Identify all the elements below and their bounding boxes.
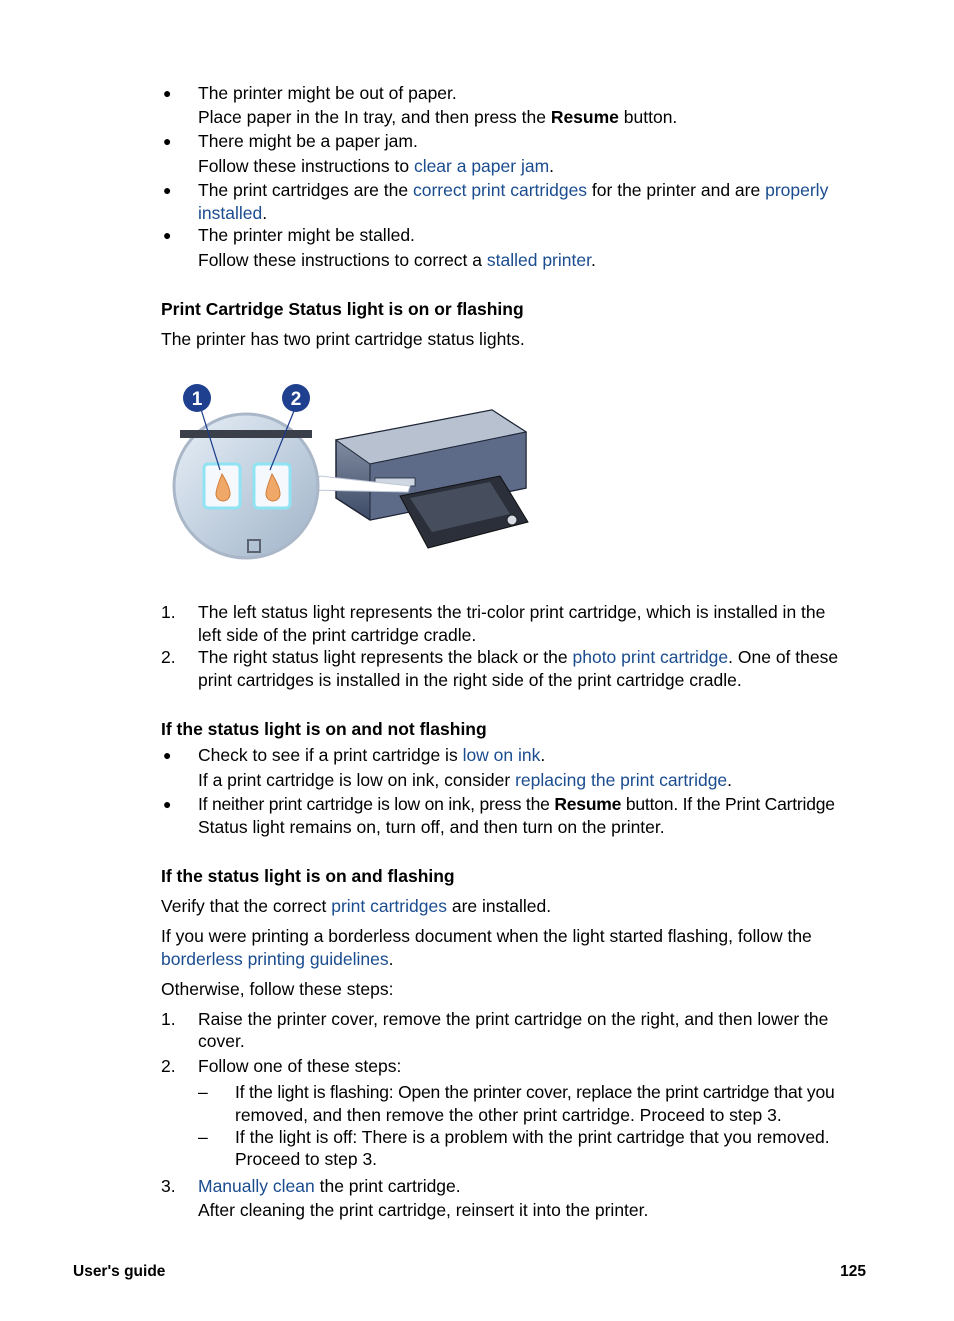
resume-label: Resume — [554, 794, 622, 814]
dash-marker: – — [198, 1082, 208, 1102]
list-item-cont: installed. — [198, 203, 268, 223]
sub-list-item: If the light is flashing: Open the printer cover, replace the print cartridge that you — [235, 1082, 835, 1102]
list-item: Check to see if a print cartridge is low on ink. — [198, 745, 546, 765]
paragraph: Verify that the correct print cartridges are installed. — [161, 896, 552, 916]
list-item: The print cartridges are the correct print cartridges for the printer and are properly — [198, 180, 829, 200]
callout-2-label: 2 — [290, 389, 302, 410]
page-number: 125 — [840, 1263, 866, 1280]
list-item: There might be a paper jam. — [198, 131, 418, 151]
properly-installed-link[interactable]: installed — [198, 203, 263, 223]
printer-status-lights-illustration — [170, 380, 532, 564]
bullet: ● — [163, 133, 172, 149]
list-number: 1. — [161, 1009, 176, 1029]
sub-list-item-cont: removed, and then remove the other print cartridge. Proceed to step 3. — [235, 1105, 782, 1125]
list-item: The left status light represents the tri-color print cartridge, which is installed in the — [198, 602, 826, 622]
sub-list-item-cont: Proceed to step 3. — [235, 1149, 378, 1169]
list-item: The printer might be out of paper. — [198, 83, 457, 103]
list-item-cont: print cartridges is installed in the right side of the print cartridge cradle. — [198, 670, 742, 690]
list-item-detail: Follow these instructions to correct a stalled printer. — [198, 250, 596, 270]
low-on-ink-link[interactable]: low on ink — [462, 745, 541, 765]
list-item-cont: Status light remains on, turn off, and then turn on the printer. — [198, 817, 665, 837]
list-item: Manually clean the print cartridge. — [198, 1176, 461, 1196]
replacing-print-cartridge-link[interactable]: replacing the print cartridge — [515, 770, 728, 790]
borderless-printing-guidelines-link[interactable]: borderless printing guidelines — [161, 949, 389, 969]
list-item: The printer might be stalled. — [198, 225, 415, 245]
resume-label: Resume — [550, 107, 619, 127]
list-number: 1. — [161, 602, 176, 622]
section-heading: If the status light is on and flashing — [161, 866, 455, 886]
footer-title: User's guide — [73, 1263, 166, 1280]
bullet: ● — [163, 747, 172, 763]
printer-icon — [336, 410, 528, 548]
list-number: 2. — [161, 647, 176, 667]
bullet: ● — [163, 227, 172, 243]
stalled-printer-link[interactable]: stalled printer — [486, 250, 591, 270]
sub-list-item: If the light is off: There is a problem with the print cartridge that you removed. — [235, 1127, 830, 1147]
callout-1-label: 1 — [191, 389, 203, 410]
section-heading: If the status light is on and not flashing — [161, 719, 487, 739]
list-item: If neither print cartridge is low on ink, press the Resume button. If the Print Cartridge — [198, 794, 835, 814]
list-item-cont: cover. — [198, 1031, 245, 1051]
bullet: ● — [163, 182, 172, 198]
list-item-cont: After cleaning the print cartridge, reinsert it into the printer. — [198, 1200, 649, 1220]
clear-paper-jam-link[interactable]: clear a paper jam — [413, 156, 550, 176]
properly-installed-link[interactable]: properly — [765, 180, 829, 200]
paragraph-cont: borderless printing guidelines. — [161, 949, 394, 969]
list-item-cont: left side of the print cartridge cradle. — [198, 625, 477, 645]
list-item: Raise the printer cover, remove the print cartridge on the right, and then lower the — [198, 1009, 829, 1029]
list-item-detail: Place paper in the In tray, and then press the Resume button. — [198, 107, 678, 127]
correct-print-cartridges-link[interactable]: correct print cartridges — [412, 180, 588, 200]
photo-print-cartridge-link[interactable]: photo print cartridge — [572, 647, 729, 667]
list-number: 2. — [161, 1056, 176, 1076]
paragraph: Otherwise, follow these steps: — [161, 979, 394, 999]
list-item: Follow one of these steps: — [198, 1056, 402, 1076]
paragraph: If you were printing a borderless document when the light started flashing, follow the — [161, 926, 812, 946]
zoom-circle — [174, 414, 318, 558]
bullet: ● — [163, 796, 172, 812]
list-item-detail: If a print cartridge is low on ink, consider replacing the print cartridge. — [198, 770, 733, 790]
dash-marker: – — [198, 1127, 208, 1147]
list-item-detail: Follow these instructions to clear a paper jam. — [198, 156, 555, 176]
print-cartridges-link[interactable]: print cartridges — [331, 896, 447, 916]
paragraph: The printer has two print cartridge status lights. — [161, 329, 525, 349]
list-item: The right status light represents the black or the photo print cartridge. One of these — [198, 647, 839, 667]
bullet: ● — [163, 85, 172, 101]
manually-clean-link[interactable]: Manually clean — [198, 1176, 315, 1196]
list-number: 3. — [161, 1176, 176, 1196]
section-heading: Print Cartridge Status light is on or flashing — [161, 299, 524, 319]
